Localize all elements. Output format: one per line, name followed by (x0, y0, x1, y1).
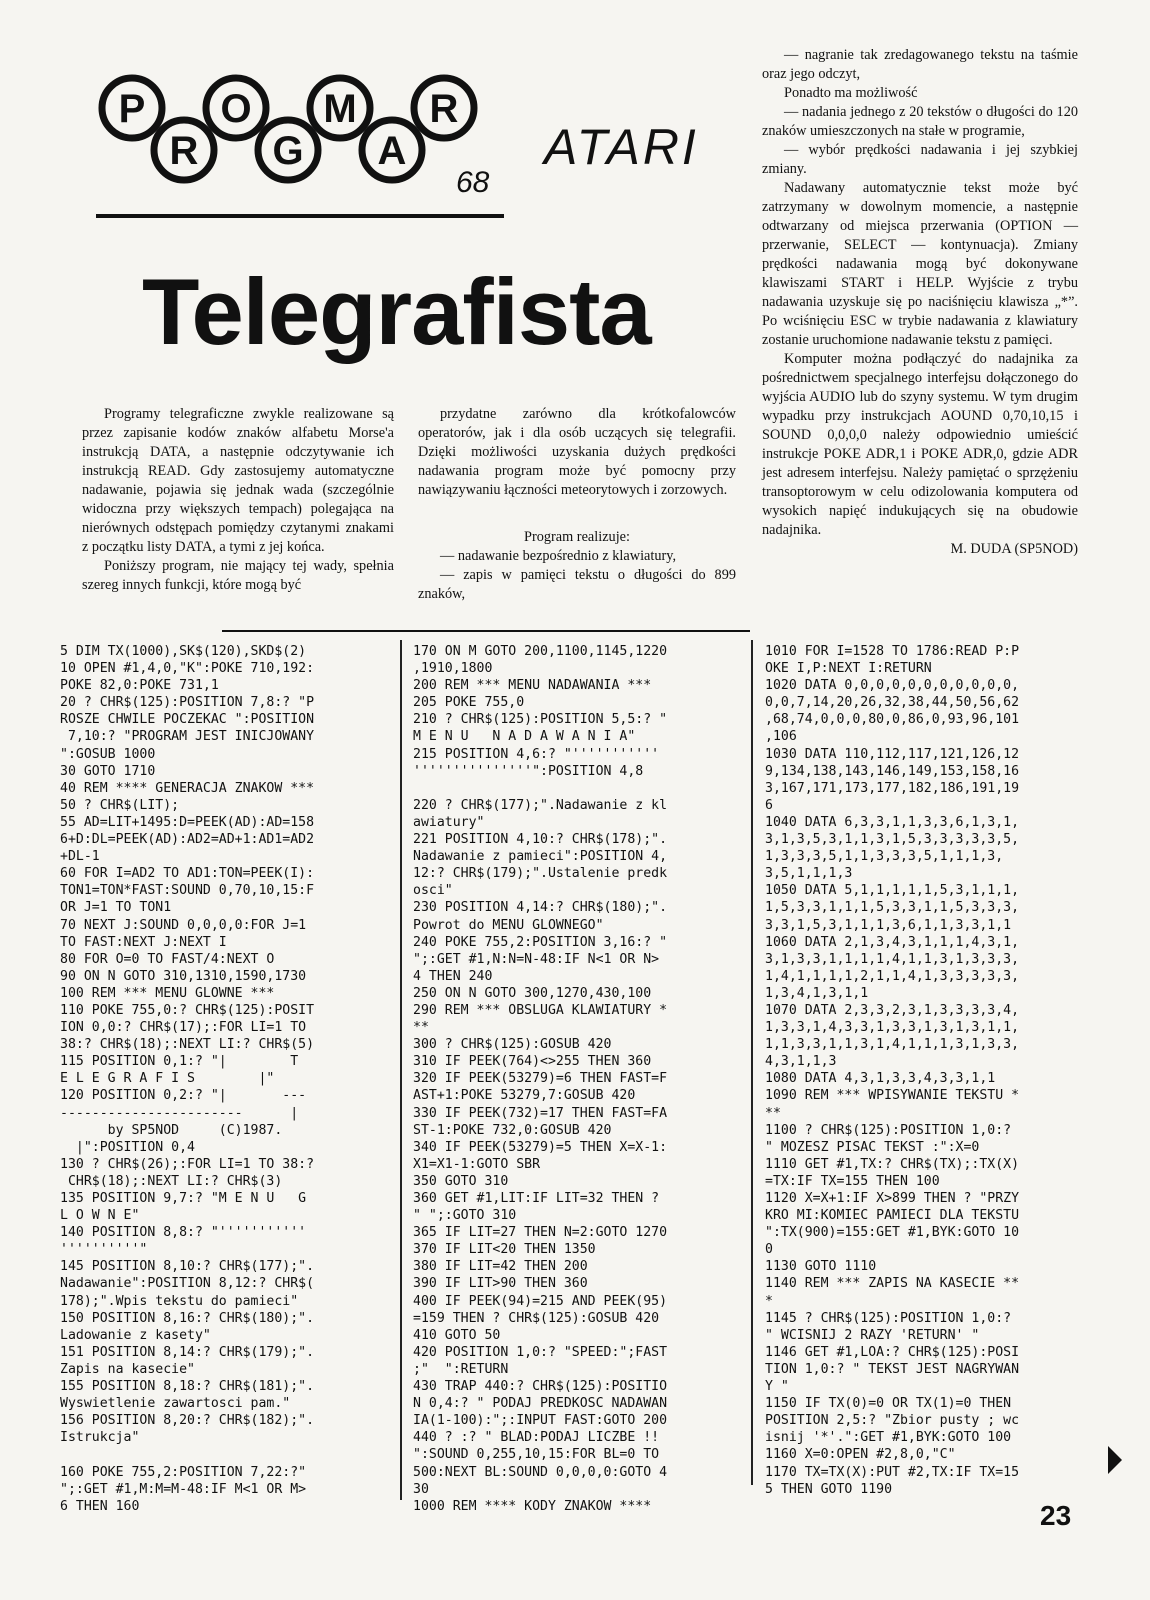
paragraph: Komputer można podłączyć do nadajnika za pośrednictwem specjalnego interfejsu dołączonego do wyjścia AUDIO lub do szyny systemu. W tym drugim wypadku przy instrukcjach AOUND 0,70,10,15 i SOUND 0,0,0,0 należy odpowiednio umieścić instrukcje POKE ADR,1 i POKE ADR,0, gdzie ADR jest adresem interfejsu. Należy pamiętać o sprzężeniu transoptorowym w celu odizolowania komputera od wysokich napięć indukujących się na obudowie nadajnika. (762, 351, 1078, 538)
program-logo-graphic (88, 72, 508, 222)
feature-heading: Program realizuje: (524, 529, 630, 545)
basic-listing-column-3: 1010 FOR I=1528 TO 1786:READ P:P OKE I,P:NEXT I:RETURN 1020 DATA 0,0,0,0,0,0,0,0,0,0,0, 0,0,7,14,20,26,32,38,44,50,56,62 ,68,74,0,0,0,80,0,86,0,93,96,101 ,106 1030 DATA 110,112,117,121,126,12 9,134,138,143,146,149,153,158,16 3,167,171,173,177,182,186,191,19 6 1040 DATA 6,3,3,1,1,3,3,6,1,3,1, 3,1,3,5,3,1,1,3,1,5,3,3,3,3,3,5, 1,3,3,3,5,1,1,3,3,3,5,1,1,1,3, 3,5,1,1,1,3 1050 DATA 5,1,1,1,1,1,5,3,1,1,1, 1,5,3,3,1,1,1,5,3,3,1,1,5,3,3,3, 3,3,1,5,3,1,1,1,3,6,1,1,3,3,1,1 1060 DATA 2,1,3,4,3,1,1,1,4,3,1, 3,1,3,3,1,1,1,1,4,1,1,3,1,3,3,3, 1,4,1,1,1,1,2,1,1,4,1,3,3,3,3,3, 1,3,4,1,3,1,1 1070 DATA 2,3,3,2,3,1,3,3,3,3,4, 1,3,3,1,4,3,3,1,3,3,1,3,1,3,1,1, 1,1,3,3,1,1,3,1,4,1,1,1,3,1,3,3, 4,3,1,1,3 1080 DATA 4,3,1,3,3,4,3,3,1,1 1090 REM *** WPISYWANIE TEKSTU * ** 1100 ? CHR$(125):POSITION 1,0:? " MOZESZ PISAC TEKST :":X=0 1110 GET #1,TX:? CHR$(TX);:TX(X) =TX:IF TX=155 THEN 100 1120 X=X+1:IF X>899 THEN ? "PRZY KRO MI:KOMIEC PAMIECI DLA TEKSTU ":TX(900)=155:GET #1,BYK:GOTO 10 0 1130 GOTO 1110 1140 REM *** ZAPIS NA KASECIE ** * 1145 ? CHR$(125):POSITION 1,0:? " WCISNIJ 2 RAZY 'RETURN' " 1146 GET #1,LOA:? CHR$(125):POSI TION 1,0:? " TEKST JEST NAGRYWAN Y " 1150 IF TX(0)=0 OR TX(1)=0 THEN POSITION 2,5:? "Zbior pusty ; wc isnij '*'.":GET #1,BYK:GOTO 100 1160 X=0:OPEN #2,8,0,"C" 1170 TX=TX(X):PUT #2,TX:IF TX=15 5 THEN GOTO 1190 (765, 644, 1020, 1497)
column-divider (400, 640, 402, 1500)
continue-arrow-icon (1108, 1446, 1122, 1474)
article-column-3 (762, 46, 1078, 559)
logo-letter: R (429, 87, 459, 131)
section-divider (222, 630, 750, 632)
paragraph: Poniższy program, nie mający tej wady, spełnia szereg innych funkcji, które mogą być (82, 558, 394, 593)
article-title: Telegrafista (142, 259, 651, 364)
logo-letter: M (323, 87, 357, 131)
header-rule (96, 214, 504, 218)
feature-item: — zapis w pamięci tekstu o długości do 899 znaków, (418, 567, 736, 602)
article-author: M. DUDA (SP5NOD) (950, 541, 1078, 557)
logo-letter: A (377, 129, 407, 173)
feature-item: — nagranie tak zredagowanego tekstu na taśmie oraz jego odczyt, (762, 47, 1078, 82)
column-divider (751, 640, 753, 1485)
logo-letter: O (220, 87, 252, 131)
logo-letter: P (118, 87, 146, 131)
paragraph: przydatne zarówno dla krótkofalowców operatorów, jak i dla osób uczących się telegrafii. Dzięki możliwości uzyskania dużych prędkości nadawania program może być pomocny przy nawiązywaniu łączności meteorytowych i zorzowych. (418, 406, 736, 498)
program-logo (88, 72, 508, 222)
basic-listing-column-2: 170 ON M GOTO 200,1100,1145,1220 ,1910,1800 200 REM *** MENU NADAWANIA *** 205 POKE 755,0 210 ? CHR$(125):POSITION 5,5:? " M E N U N A D A W A N I A" 215 POSITION 4,6:? "''''''''''' '''''''''''''''":POSITION 4,8 220 ? CHR$(177);".Nadawanie z kl awiatury" 221 POSITION 4,10:? CHR$(178);". Nadawanie z pamieci":POSITION 4, 12:? CHR$(179);".Ustalenie predk osci" 230 POSITION 4,14:? CHR$(180);". Powrot do MENU GLOWNEGO" 240 POKE 755,2:POSITION 3,16:? " ";:GET #1,N:N=N-48:IF N<1 OR N> 4 THEN 240 250 ON N GOTO 300,1270,430,100 290 REM *** OBSLUGA KLAWIATURY * ** 300 ? CHR$(125):GOSUB 420 310 IF PEEK(764)<>255 THEN 360 320 IF PEEK(53279)=6 THEN FAST=F AST+1:POKE 53279,7:GOSUB 420 330 IF PEEK(732)=17 THEN FAST=FA ST-1:POKE 732,0:GOSUB 420 340 IF PEEK(53279)=5 THEN X=X-1: X1=X1-1:GOTO SBR 350 GOTO 310 360 GET #1,LIT:IF LIT=32 THEN ? " ";:GOTO 310 365 IF LIT=27 THEN N=2:GOTO 1270 370 IF LIT<20 THEN 1350 380 IF LIT=42 THEN 200 390 IF LIT>90 THEN 360 400 IF PEEK(94)=215 AND PEEK(95) =159 THEN ? CHR$(125):GOSUB 420 410 GOTO 50 420 POSITION 1,0:? "SPEED:";FAST ;" ":RETURN 430 TRAP 440:? CHR$(125):POSITIO N 0,4:? " PODAJ PREDKOSC NADAWAN IA(1-100):";:INPUT FAST:GOTO 200 440 ? :? " BLAD:PODAJ LICZBE !! ":SOUND 0,255,10,15:FOR BL=0 TO 500:NEXT BL:SOUND 0,0,0,0:GOTO 4 30 1000 REM **** KODY ZNAKOW **** (413, 644, 668, 1514)
paragraph: Nadawany automatycznie tekst może być zatrzymany w dowolnym momencie, a następnie odtwarzany od miejsca przerwania (OPTION — przerwanie, SELECT — kontynuacja). Zmiany prędkości nadawania mogą być dokonywane klawiszami START i HELP. Wyjście z trybu nadawania uzyskuje się po naciśnięciu klawisza „*”. Po wciśnięciu ESC w trybie nadawania z klawiatury zostanie uruchomione nadawanie tekstu z pamięci. (762, 180, 1078, 348)
page-number: 23 (1040, 1500, 1072, 1531)
logo-letter: G (272, 129, 304, 173)
logo-letter: R (169, 129, 199, 173)
paragraph: Programy telegraficzne zwykle realizowane są przez zapisanie kodów znaków alfabetu Morse'a instrukcją DATA, a następnie odczytywanie ich instrukcją READ. Gdy zastosujemy automatyczne nadawanie, pojawia się jednak wada (szczególnie widoczna przy większych tempach) polegająca na nierównych odstępach pomiędzy czytanymi znakami z początku listy DATA, a tymi z jej końca. (82, 406, 394, 555)
feature-item: — nadawanie bezpośrednio z klawiatury, (440, 548, 677, 564)
article-column-1 (82, 405, 394, 595)
issue-number: 68 (456, 166, 490, 199)
article-column-2 (418, 405, 736, 604)
paragraph: Ponadto ma możliwość (784, 85, 918, 101)
feature-item: — wybór prędkości nadawania i jej szybkiej zmiany. (762, 142, 1078, 177)
feature-item: — nadania jednego z 20 tekstów o długości do 120 znaków umieszczonych na stałe w programie, (762, 104, 1078, 139)
basic-listing-column-1: 5 DIM TX(1000),SK$(120),SKD$(2) 10 OPEN #1,4,0,"K":POKE 710,192: POKE 82,0:POKE 731,1 20 ? CHR$(125):POSITION 7,8:? "P ROSZE CHWILE POCZEKAC ":POSITION 7,10:? "PROGRAM JEST INICJOWANY ":GOSUB 1000 30 GOTO 1710 40 REM **** GENERACJA ZNAKOW *** 50 ? CHR$(LIT); 55 AD=LIT+1495:D=PEEK(AD):AD=158 6+D:DL=PEEK(AD):AD2=AD+1:AD1=AD2 +DL-1 60 FOR I=AD2 TO AD1:TON=PEEK(I): TON1=TON*FAST:SOUND 0,70,10,15:F OR J=1 TO TON1 70 NEXT J:SOUND 0,0,0,0:FOR J=1 TO FAST:NEXT J:NEXT I 80 FOR O=0 TO FAST/4:NEXT O 90 ON N GOTO 310,1310,1590,1730 100 REM *** MENU GLOWNE *** 110 POKE 755,0:? CHR$(125):POSIT ION 0,0:? CHR$(17);:FOR LI=1 TO 38:? CHR$(18);:NEXT LI:? CHR$(5) 115 POSITION 0,1:? "| T E L E G R A F I S |" 120 POSITION 0,2:? "| --- ----------------------- | by SP5NOD (C)1987. |":POSITION 0,4 130 ? CHR$(26);:FOR LI=1 TO 38:? CHR$(18);:NEXT LI:? CHR$(3) 135 POSITION 9,7:? "M E N U G L O W N E" 140 POSITION 8,8:? "''''''''''' ''''''''''" 145 POSITION 8,10:? CHR$(177);". Nadawanie":POSITION 8,12:? CHR$( 178);".Wpis tekstu do pamieci" 150 POSITION 8,16:? CHR$(180);". Ladowanie z kasety" 151 POSITION 8,14:? CHR$(179);". Zapis na kasecie" 155 POSITION 8,18:? CHR$(181);". Wyswietlenie zawartosci pam." 156 POSITION 8,20:? CHR$(182);". Istrukcja" 160 POKE 755,2:POSITION 7,22:?" ";:GET #1,M:M=M-48:IF M<1 OR M> 6 THEN 160 (60, 644, 315, 1514)
brand-name: ATARI (544, 119, 699, 175)
